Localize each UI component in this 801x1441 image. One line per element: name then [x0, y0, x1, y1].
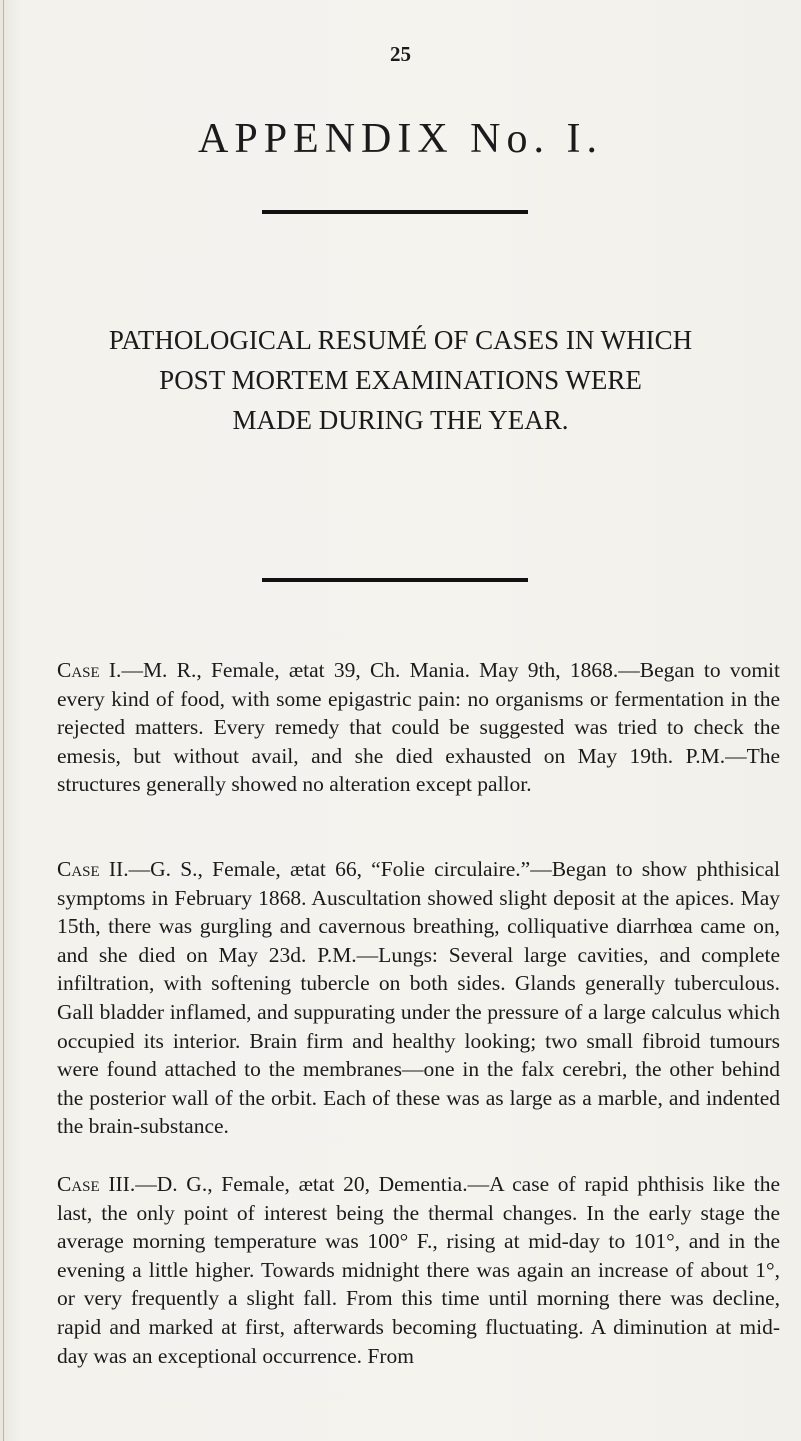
appendix-title: APPENDIX No. I.: [198, 116, 603, 162]
case-text: —M. R., Female, ætat 39, Ch. Mania. May 9th, 1868.—Began to vomit every kind of food, with some epigastric pain: no organisms or fermentation in the rejected matters. Every remedy that could be suggested was tried to check the emesis, but without avail, and she died exhausted on May 19th. P.M.—The structures generally showed no alteration except pallor.: [57, 658, 780, 797]
subtitle-line: POST MORTEM EXAMINATIONS WERE: [159, 365, 642, 395]
page-number: 25: [390, 42, 411, 66]
subtitle-line: PATHOLOGICAL RESUMÉ OF CASES IN WHICH: [108, 325, 693, 355]
case-paragraph: [57, 656, 780, 799]
case-paragraph: [57, 855, 780, 1141]
case-text: —D. G., Female, ætat 20, Dementia.—A case of rapid phthisis like the last, the only point of interest being the thermal changes. In the early stage the average morning temperature was 100° F., rising at mid-day to 101°, and in the evening a little higher. Towards midnight there was again an increase of about 1°, or very frequently a slight fall. From this time until morning there was decline, rapid and marked at first, afterwards becoming fluctuating. A diminution at mid-day was an exceptional occurrence. From: [57, 1172, 780, 1368]
subtitle-line: MADE DURING THE YEAR.: [232, 405, 569, 435]
page-edge-line: [3, 0, 4, 1441]
section-subtitle: [0, 320, 801, 440]
title-rule-top: [262, 210, 528, 214]
case-label: Case II.: [57, 857, 129, 881]
case-paragraph: [57, 1170, 780, 1370]
case-text: —G. S., Female, ætat 66, “Folie circulaire.”—Began to show phthisical symptoms in February 1868. Auscultation showed slight deposit at the apices. May 15th, there was gurgling and cavernous breathing, colliquative diarrhœa came on, and she died on May 23d. P.M.—Lungs: Several large cavities, and complete infiltration, with softening tubercle on both sides. Glands generally tuberculous. Gall bladder inflamed, and suppurating under the pressure of a large calculus which occupied its interior. Brain firm and healthy looking; two small fibroid tumours were found attached to the membranes—one in the falx cerebri, the other behind the posterior wall of the orbit. Each of these was as large as a marble, and indented the brain-substance.: [57, 857, 780, 1139]
case-label: Case I.: [57, 658, 122, 682]
title-rule-bottom: [262, 578, 528, 582]
case-label: Case III.: [57, 1172, 136, 1196]
